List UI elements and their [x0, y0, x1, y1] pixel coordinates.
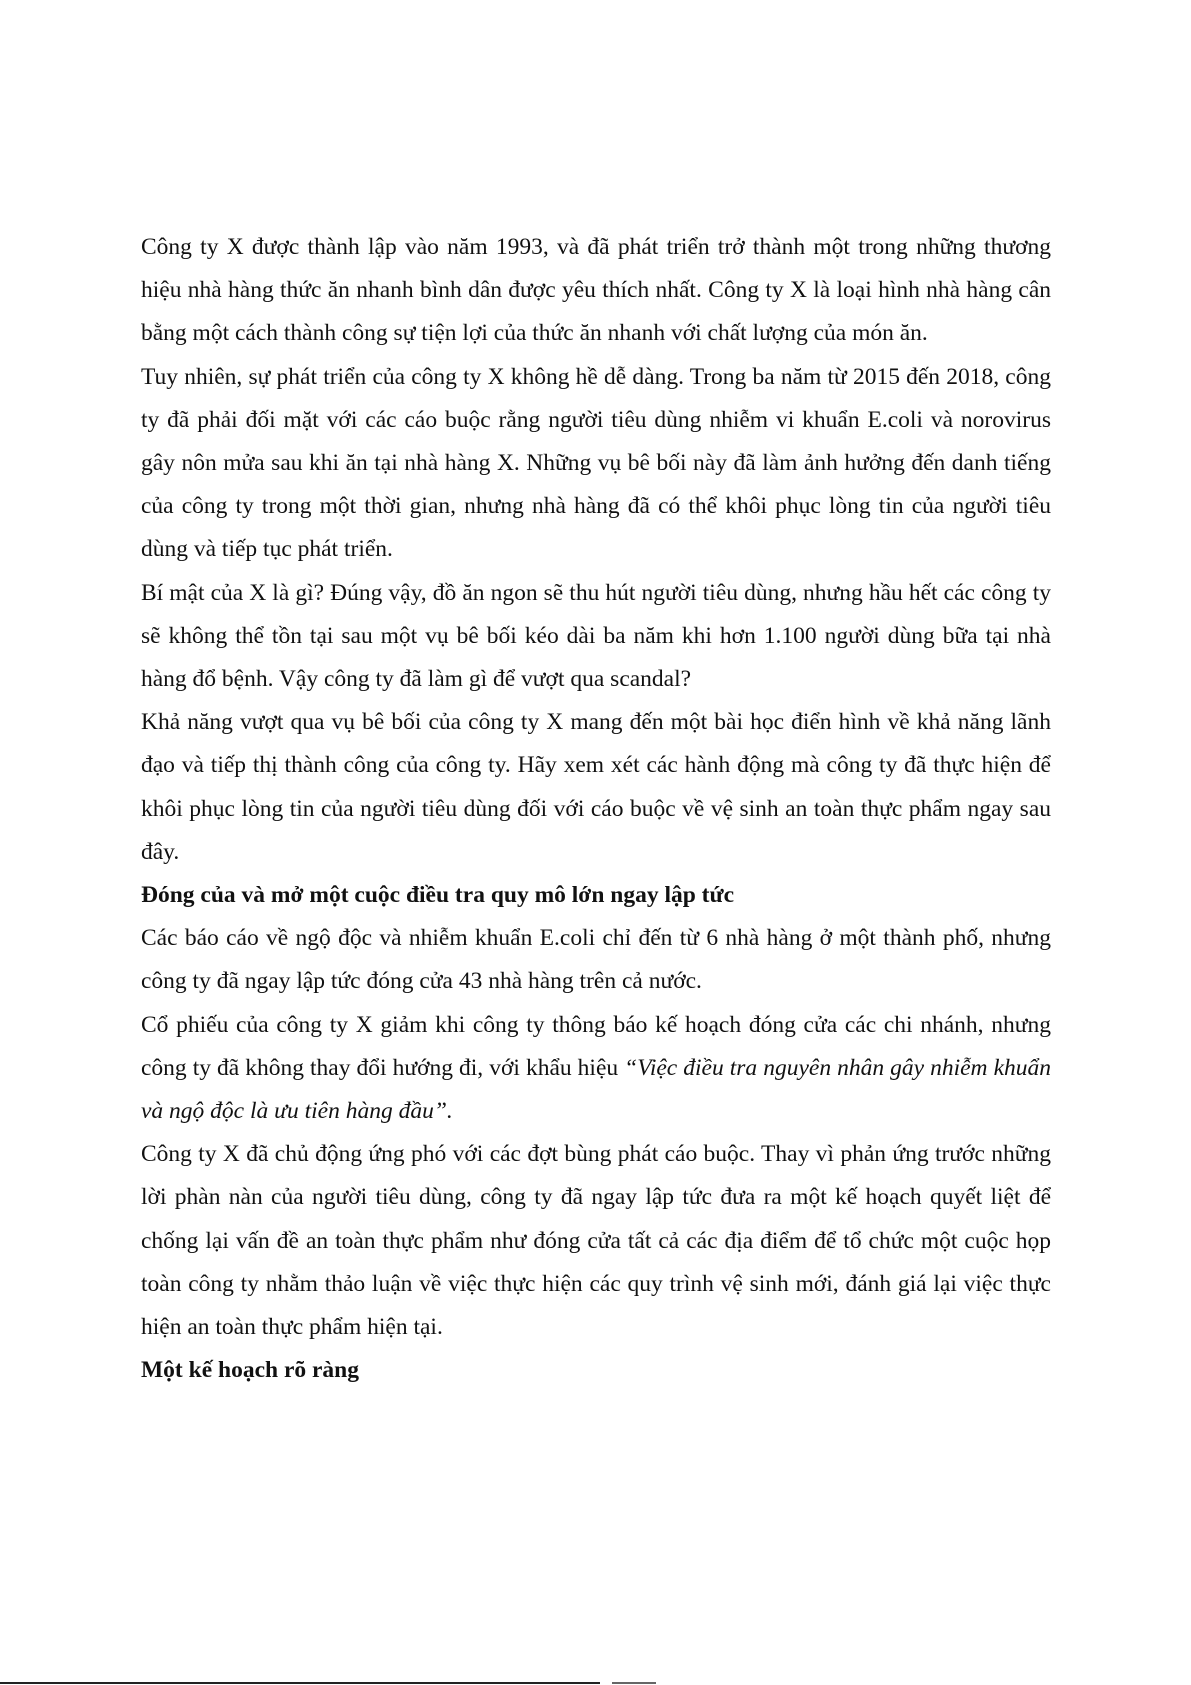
page-bottom-rule: [0, 1682, 600, 1684]
document-body: [141, 226, 1051, 1392]
paragraph-response: Công ty X đã chủ động ứng phó với các đợt bùng phát cáo buộc. Thay vì phản ứng trước những lời phàn nàn của người tiêu dùng, công ty đã ngay lập tức đưa ra một kế hoạch quyết liệt để chống lại vấn đề an toàn thực phẩm như đóng cửa tất cả các địa điểm để tổ chức một cuộc họp toàn công ty nhằm thảo luận về việc thực hiện các quy trình vệ sinh mới, đánh giá lại việc thực hiện an toàn thực phẩm hiện tại.: [141, 1141, 1051, 1341]
slogan-quote: “Việc điều tra nguyên nhân gây nhiễm khuẩn và ngộ độc là ưu tiên hàng đầu”.: [141, 1054, 1051, 1125]
paragraph-lesson: Khả năng vượt qua vụ bê bối của công ty X mang đến một bài học điển hình về khả năng lãnh đạo và tiếp thị thành công của công ty. Hãy xem xét các hành động mà công ty đã thực hiện để khôi phục lòng tin của người tiêu dùng đối với cáo buộc về vệ sinh an toàn thực phẩm ngay sau đây.: [141, 709, 1051, 865]
section-heading-plan: Một kế hoạch rõ ràng: [141, 1357, 360, 1384]
section-heading-closure: Đóng của và mở một cuộc điều tra quy mô lớn ngay lập tức: [141, 882, 735, 909]
paragraph-intro: Công ty X được thành lập vào năm 1993, và đã phát triển trở thành một trong những thương hiệu nhà hàng thức ăn nhanh bình dân được yêu thích nhất. Công ty X là loại hình nhà hàng cân bằng một cách thành công sự tiện lợi của thức ăn nhanh với chất lượng của món ăn.: [141, 234, 1051, 347]
paragraph-stock: [141, 1004, 1051, 1134]
paragraph-secret: Bí mật của X là gì? Đúng vậy, đồ ăn ngon sẽ thu hút người tiêu dùng, nhưng hầu hết các công ty sẽ không thể tồn tại sau một vụ bê bối kéo dài ba năm khi hơn 1.100 người dùng bữa tại nhà hàng đổ bệnh. Vậy công ty đã làm gì để vượt qua scandal?: [141, 579, 1051, 693]
stock-text: Cổ phiếu của công ty X giảm khi công ty thông báo kế hoạch đóng cửa các chi nhánh, nhưng công ty đã không thay đổi hướng đi, với khẩu hiệu: [141, 1011, 1051, 1081]
paragraph-scandal: Tuy nhiên, sự phát triển của công ty X không hề dễ dàng. Trong ba năm từ 2015 đến 2018, công ty đã phải đối mặt với các cáo buộc rằng người tiêu dùng nhiễm vi khuẩn E.coli và norovirus gây nôn mửa sau khi ăn tại nhà hàng X. Những vụ bê bối này đã làm ảnh hưởng đến danh tiếng của công ty trong một thời gian, nhưng nhà hàng đã có thể khôi phục lòng tin của người tiêu dùng và tiếp tục phát triển.: [141, 363, 1051, 563]
page-bottom-mark: [612, 1682, 656, 1684]
paragraph-reports: Các báo cáo về ngộ độc và nhiễm khuẩn E.coli chỉ đến từ 6 nhà hàng ở một thành phố, nhưng công ty đã ngay lập tức đóng cửa 43 nhà hàng trên cả nước.: [141, 925, 1051, 995]
